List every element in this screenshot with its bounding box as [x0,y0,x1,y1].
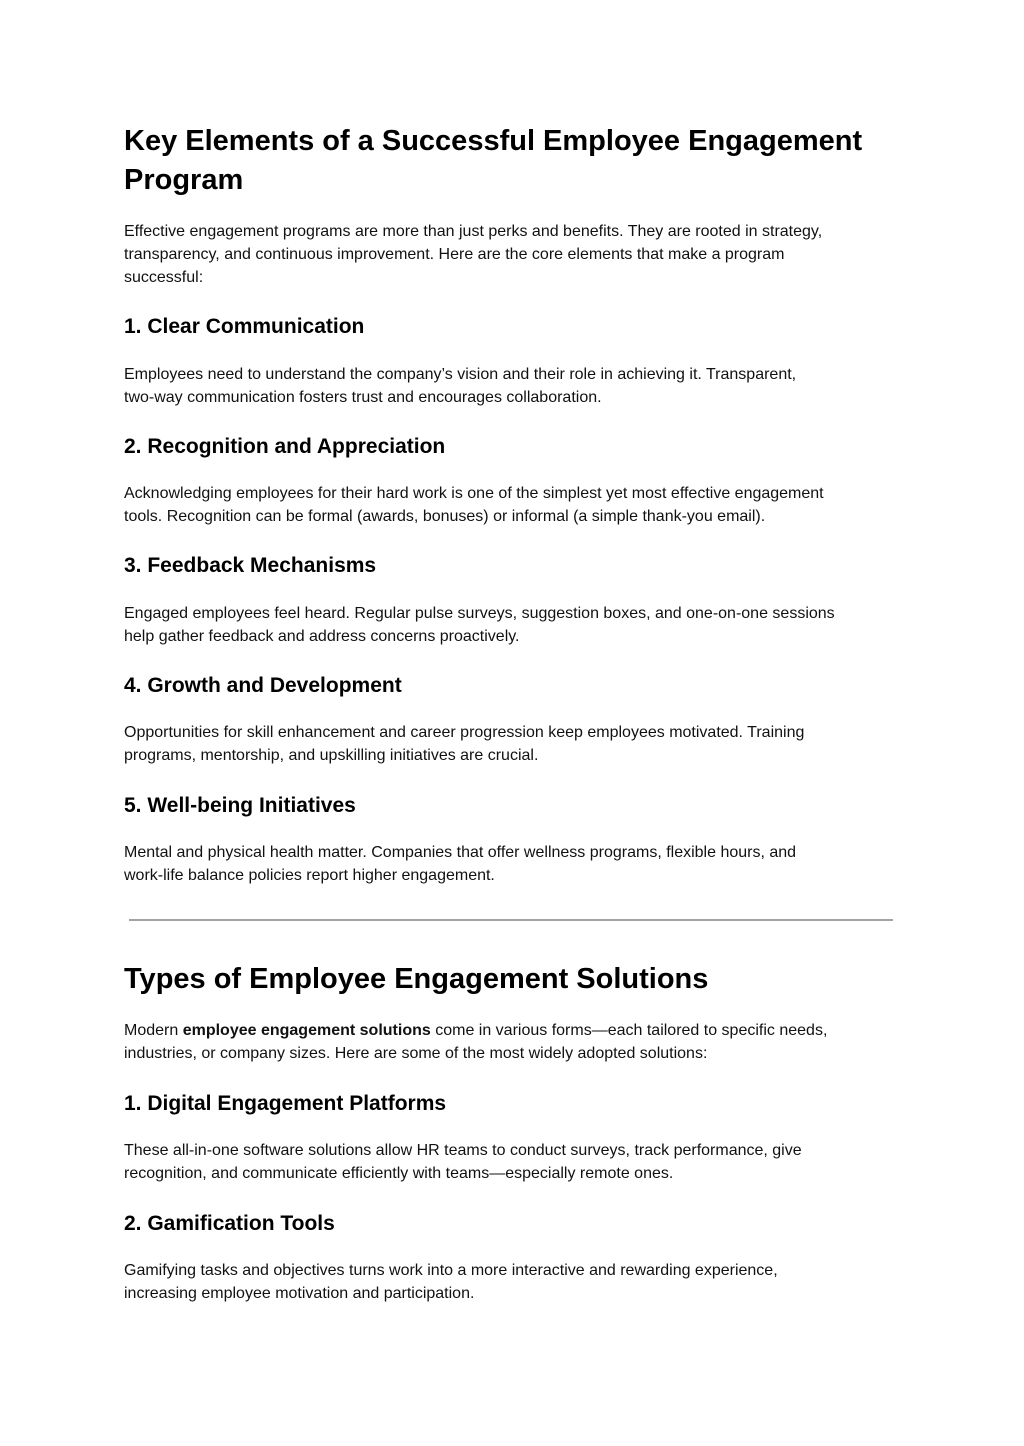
paragraph-line: help gather feedback and address concerns proactively. [124,628,520,645]
paragraph-line: tools. Recognition can be formal (awards, bonuses) or informal (a simple thank-you email). [124,508,766,525]
paragraph-line: These all-in-one software solutions allow HR teams to conduct surveys, track performance, give [124,1142,802,1159]
paragraph-line: programs, mentorship, and upskilling initiatives are crucial. [124,747,539,764]
subsection-heading: 1. Clear Communication [124,315,365,338]
bold-keyword: employee engagement solutions [182,1022,431,1039]
paragraph-line: Mental and physical health matter. Companies that offer wellness programs, flexible hours, and [124,844,797,861]
paragraph-text: Modern [124,1022,183,1039]
subsection-paragraph [124,1259,894,1305]
paragraph-line: industries, or company sizes. Here are some of the most widely adopted solutions: [124,1045,708,1062]
paragraph-line: work-life balance policies report higher engagement. [124,867,495,884]
paragraph-line: transparency, and continuous improvement. Here are the core elements that make a program [124,246,785,263]
subsection-heading: 3. Feedback Mechanisms [124,554,377,577]
subsection-paragraph [124,841,894,887]
paragraph-line: Employees need to understand the company’s vision and their role in achieving it. Transparent, [124,366,797,383]
intro-paragraph [124,220,894,289]
paragraph-line: Gamifying tasks and objectives turns work into a more interactive and rewarding experience, [124,1262,778,1279]
paragraph-line: successful: [124,269,204,286]
paragraph-line: Opportunities for skill enhancement and career progression keep employees motivated. Training [124,724,805,741]
paragraph-text: come in various forms—each tailored to specific needs, [430,1022,828,1039]
section-title [124,122,862,200]
section-title: Types of Employee Engagement Solutions [124,963,709,995]
subsection-heading: 1. Digital Engagement Platforms [124,1092,447,1115]
subsection-heading: 2. Recognition and Appreciation [124,435,446,458]
horizontal-divider [129,919,893,921]
subsection-paragraph [124,482,894,528]
paragraph-line: two-way communication fosters trust and encourages collaboration. [124,389,602,406]
intro-paragraph [124,1019,894,1065]
subsection-paragraph [124,602,894,648]
subsection-paragraph [124,721,894,767]
subsection-heading: 2. Gamification Tools [124,1212,335,1235]
paragraph-line: Effective engagement programs are more than just perks and benefits. They are rooted in strategy, [124,223,823,240]
subsection-heading: 4. Growth and Development [124,674,402,697]
paragraph-line: Engaged employees feel heard. Regular pulse surveys, suggestion boxes, and one-on-one sessions [124,605,835,622]
paragraph-line: Acknowledging employees for their hard work is one of the simplest yet most effective engagement [124,485,824,502]
subsection-paragraph [124,1139,894,1185]
section-title-line: Key Elements of a Successful Employee Engagement [124,125,863,157]
subsection-paragraph [124,363,894,409]
section-title-line: Program [124,164,244,196]
subsection-heading: 5. Well-being Initiatives [124,794,356,817]
paragraph-line: recognition, and communicate efficiently with teams—especially remote ones. [124,1165,674,1182]
paragraph-line: increasing employee motivation and participation. [124,1285,475,1302]
